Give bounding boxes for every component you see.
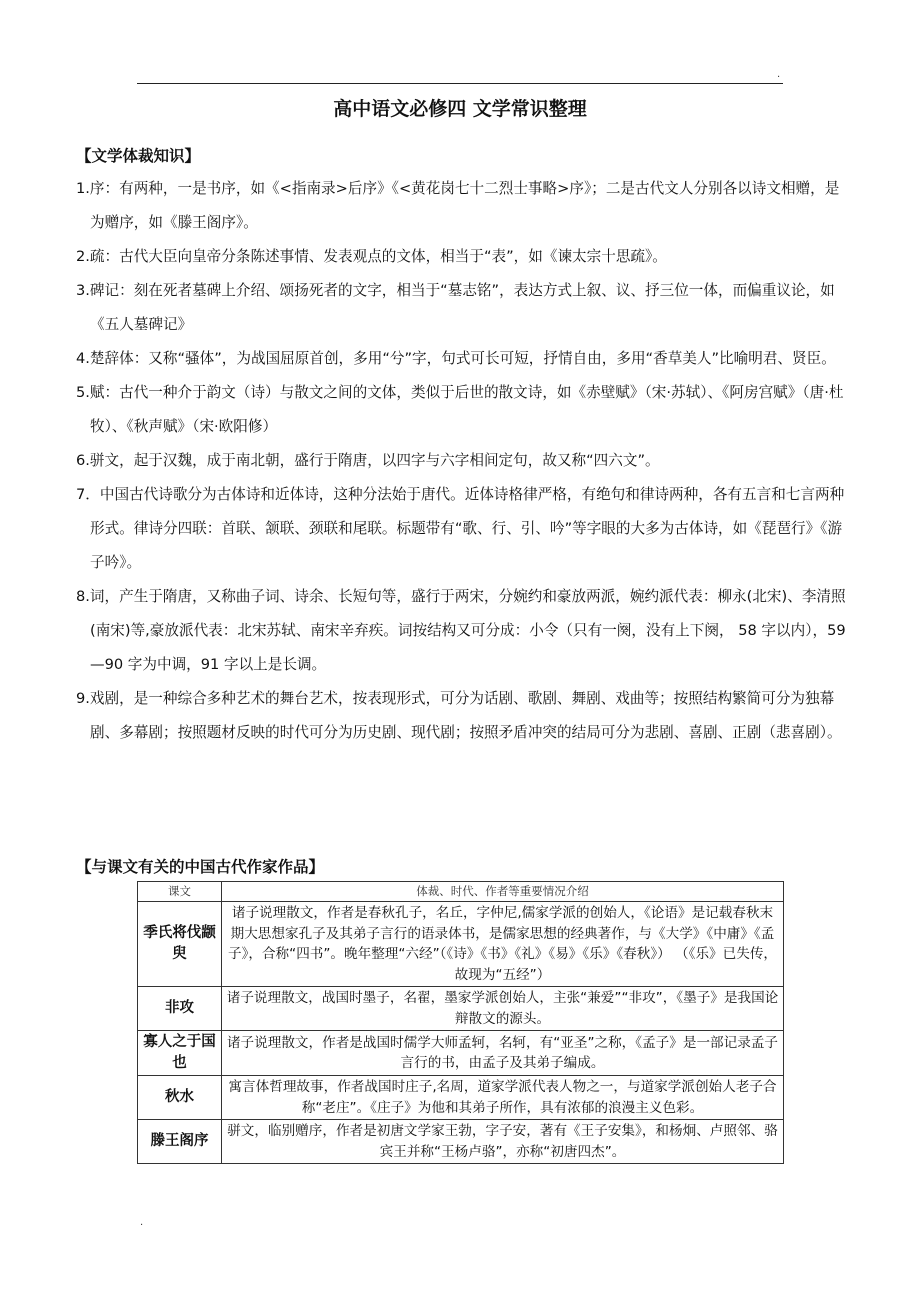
work-title: 滕王阁序 — [138, 1120, 222, 1164]
genre-item-drama: 9.戏剧，是一种综合多种艺术的舞台艺术，按表现形式，可分为话剧、歌剧、舞剧、戏曲等；按照结构繁简可分为独幕剧、多幕剧；按照题材反映的时代可分为历史剧、现代剧；按照矛盾冲突的结局可分为悲剧、喜剧、正剧（悲喜剧）。 — [76, 690, 842, 741]
work-description: 骈文，临别赠序，作者是初唐文学家王勃，字子安，著有《王子安集》，和杨炯、卢照邻、骆宾王并称“王杨卢骆”，亦称“初唐四杰”。 — [222, 1120, 784, 1164]
work-description: 诸子说理散文，作者是春秋孔子，名丘，字仲尼,儒家学派的创始人，《论语》是记载春秋末期大思想家孔子及其弟子言行的语录体书，是儒家思想的经典著作，与《大学》《中庸》《孟子》，合称“四书”。晚年整理“六经”（《诗》《书》《礼》《易》《乐》《春秋》） （《乐》已失传，故现为“五经”） — [222, 902, 784, 987]
genre-item-memorial: 2.疏：古代大臣向皇帝分条陈述事情、发表观点的文体，相当于“表”，如《谏太宗十思疏》。 — [76, 248, 667, 265]
work-description: 诸子说理散文，作者是战国时儒学大师孟轲，名轲，有“亚圣”之称，《孟子》是一部记录孟子言行的书，由孟子及其弟子编成。 — [222, 1031, 784, 1076]
table-row — [138, 987, 784, 1031]
genre-list — [76, 172, 846, 750]
work-title: 季氏将伐颛臾 — [138, 902, 222, 987]
section-heading-works: 【与课文有关的中国古代作家作品】 — [76, 858, 325, 876]
works-table — [137, 881, 784, 1164]
genre-item-chuci: 4.楚辞体：又称“骚体”，为战国屈原首创，多用“兮”字，句式可长可短，抒情自由，多用“香草美人”比喻明君、贤臣。 — [76, 350, 836, 367]
genre-item-preface: 1.序：有两种，一是书序，如《<指南录>后序》《<黄花岗七十二烈士事略>序》；二是古代文人分别各以诗文相赠，是为赠序，如《滕王阁序》。 — [76, 180, 840, 231]
header-rule — [137, 83, 783, 84]
table-row — [138, 902, 784, 987]
work-title: 秋水 — [138, 1076, 222, 1120]
work-description: 寓言体哲理故事，作者战国时庄子,名周，道家学派代表人物之一，与道家学派创始人老子合称“老庄”。《庄子》为他和其弟子所作，具有浓郁的浪漫主义色彩。 — [222, 1076, 784, 1120]
genre-item-parallel-prose: 6.骈文，起于汉魏，成于南北朝，盛行于隋唐，以四字与六字相间定句，故又称“四六文”。 — [76, 452, 660, 469]
genre-item-epitaph: 3.碑记：刻在死者墓碑上介绍、颂扬死者的文字，相当于“墓志铭”，表达方式上叙、议、抒三位一体，而偏重议论，如《五人墓碑记》 — [76, 282, 835, 333]
work-description: 诸子说理散文，战国时墨子，名翟，墨家学派创始人，主张“兼爱”“非攻”，《墨子》是我国论辩散文的源头。 — [222, 987, 784, 1031]
bottom-page-dot: . — [140, 1217, 144, 1228]
genre-item-poetry: 7．中国古代诗歌分为古体诗和近体诗，这种分法始于唐代。近体诗格律严格，有绝句和律诗两种，各有五言和七言两种形式。律诗分四联：首联、颔联、颈联和尾联。标题带有“歌、行、引、吟”等字眼的大多为古体诗，如《琵琶行》《游子吟》。 — [76, 486, 845, 571]
table-header-row — [138, 882, 784, 902]
genre-item-fu: 5.赋：古代一种介于韵文（诗）与散文之间的文体，类似于后世的散文诗，如《赤壁赋》（宋·苏轼）、《阿房宫赋》（唐·杜牧）、《秋声赋》（宋·欧阳修） — [76, 384, 844, 435]
section-heading-genres: 【文学体裁知识】 — [76, 147, 201, 165]
work-title: 寡人之于国也 — [138, 1031, 222, 1076]
table-row — [138, 1076, 784, 1120]
column-header-text: 课文 — [138, 882, 222, 902]
genre-item-ci: 8.词，产生于隋唐，又称曲子词、诗余、长短句等，盛行于两宋，分婉约和豪放两派，婉约派代表：柳永(北宋)、李清照(南宋)等,豪放派代表：北宋苏轼、南宋辛弃疾。词按结构又可分成：小令（只有一阕，没有上下阕， 58 字以内），59—90 字为中调，91 字以上是长调。 — [76, 588, 846, 673]
page-title: 高中语文必修四 文学常识整理 — [333, 98, 587, 120]
work-title: 非攻 — [138, 987, 222, 1031]
table-row — [138, 1120, 784, 1164]
column-header-info: 体裁、时代、作者等重要情况介绍 — [222, 882, 784, 902]
top-page-dot: . — [777, 69, 781, 80]
table-row — [138, 1031, 784, 1076]
